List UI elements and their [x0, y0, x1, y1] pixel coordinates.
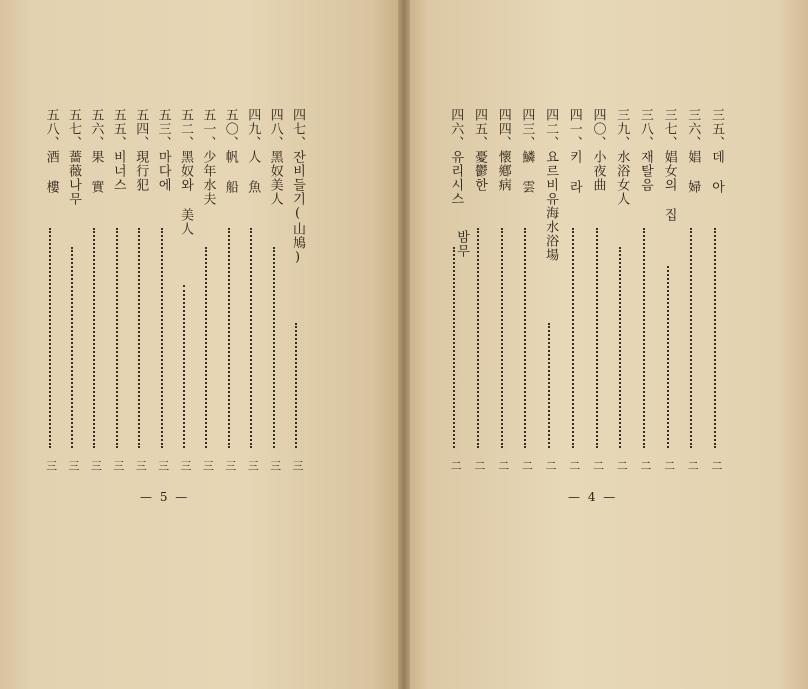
toc-entry-title: 四〇、小夜曲 — [590, 108, 606, 192]
toc-entry-title: 五三、마다에 — [155, 108, 171, 192]
toc-entry-title: 三六、娼 婦 — [685, 108, 701, 194]
toc-entry — [109, 108, 127, 478]
toc-entry-page: 二 — [473, 460, 486, 471]
toc-entry-subtitle: 밤무 — [454, 230, 469, 258]
toc-leader-dots — [273, 247, 275, 448]
toc-entry-page: 三 — [156, 460, 170, 471]
toc-leader-dots — [667, 266, 669, 448]
toc-entry-page: 二 — [567, 460, 581, 471]
toc-leader-dots — [183, 285, 185, 448]
toc-leader-dots — [690, 228, 692, 448]
toc-entry-page: 二 — [449, 460, 463, 471]
toc-entry-title: 四五、憂鬱한 — [472, 108, 487, 192]
book-gutter — [398, 0, 410, 689]
toc-entry — [176, 108, 194, 478]
toc-entry-title: 三九、水浴女人 — [614, 108, 630, 206]
toc-entry — [565, 108, 583, 478]
toc-entry — [541, 108, 559, 478]
toc-entry-page: 二 — [496, 460, 510, 471]
toc-entry — [266, 108, 284, 478]
toc-entry — [636, 108, 654, 478]
toc-entry-page: 二 — [544, 460, 558, 471]
right-page-number: — 4 — — [568, 490, 618, 504]
toc-entry-page: 二 — [686, 460, 700, 471]
toc-entry-page: 三 — [134, 460, 148, 471]
toc-entry-title: 五〇、帆 船 — [222, 108, 238, 194]
toc-leader-dots — [572, 228, 574, 448]
toc-entry-page: 二 — [591, 460, 605, 471]
toc-entry — [288, 108, 306, 478]
toc-entry-title: 三五、데 아 — [709, 108, 724, 194]
toc-entry-title: 四四、懷鄕病 — [495, 108, 511, 192]
toc-entry-page: 三 — [291, 460, 304, 471]
toc-leader-dots — [250, 228, 252, 448]
toc-leader-dots — [49, 228, 51, 448]
toc-leader-dots — [643, 228, 645, 448]
toc-entry-page: 三 — [67, 460, 80, 471]
toc-entry-page: 二 — [710, 460, 723, 471]
toc-entry-title: 三八、재탈음 — [637, 108, 653, 192]
toc-entry — [517, 108, 535, 478]
toc-leader-dots — [548, 323, 550, 448]
toc-leader-dots — [161, 228, 163, 448]
toc-entry-title: 五二、黑奴와 美人 — [178, 108, 193, 236]
toc-entry-page: 三 — [89, 460, 103, 471]
toc-entry-page: 三 — [111, 460, 125, 471]
toc-entry-title: 五六、果 實 — [88, 108, 104, 194]
left-page-number: — 5 — — [140, 490, 190, 504]
toc-entry-title: 四三、鱗 雲 — [519, 108, 535, 194]
toc-entry — [446, 108, 464, 478]
toc-entry-page: 二 — [662, 460, 676, 471]
toc-leader-dots — [524, 228, 526, 448]
toc-leader-dots — [138, 228, 140, 448]
toc-entry — [86, 108, 104, 478]
toc-entry-page: 三 — [179, 460, 192, 471]
toc-leader-dots — [116, 228, 118, 448]
toc-entry-page: 三 — [223, 460, 237, 471]
toc-entry-title: 四七、잔비들기(山鳩) — [290, 108, 305, 266]
toc-entry-page: 三 — [201, 460, 215, 471]
toc-entry-title: 五八、酒 樓 — [43, 108, 59, 194]
toc-entry-title: 四六、유리시스 — [448, 108, 464, 206]
toc-entry-title: 三七、娼女의 집 — [661, 108, 677, 222]
toc-entry — [243, 108, 261, 478]
toc-leader-dots — [93, 228, 95, 448]
toc-entry-page: 二 — [520, 460, 534, 471]
toc-entry — [42, 108, 60, 478]
toc-entry-page: 三 — [246, 460, 260, 471]
toc-entry-title: 五五、비너스 — [110, 108, 126, 192]
right-page — [404, 0, 808, 689]
toc-entry — [683, 108, 701, 478]
toc-entry-title: 五一、少年水夫 — [200, 108, 216, 206]
toc-leader-dots — [596, 228, 598, 448]
toc-entry — [221, 108, 239, 478]
toc-entry-page: 三 — [44, 460, 58, 471]
toc-leader-dots — [714, 228, 716, 448]
toc-entry — [660, 108, 678, 478]
toc-entry-title: 四一、키 라 — [566, 108, 582, 194]
toc-entry — [64, 108, 82, 478]
toc-entry-page: 三 — [268, 460, 282, 471]
toc-leader-dots — [619, 247, 621, 448]
toc-entry — [494, 108, 512, 478]
toc-leader-dots — [295, 323, 297, 448]
toc-entry — [589, 108, 607, 478]
toc-leader-dots — [477, 228, 479, 448]
toc-leader-dots — [501, 228, 503, 448]
toc-entry — [131, 108, 149, 478]
toc-entry — [707, 108, 725, 478]
toc-entry-page: 二 — [638, 460, 652, 471]
toc-leader-dots — [453, 247, 455, 448]
toc-entry-title: 五四、現行犯 — [133, 108, 149, 192]
toc-entry-title: 四二、요르비유海水浴場 — [543, 108, 559, 262]
toc-entry — [198, 108, 216, 478]
toc-entry-title: 五七、薔薇나무 — [66, 108, 81, 206]
toc-leader-dots — [228, 228, 230, 448]
toc-entry-title: 四八、黑奴美人 — [267, 108, 283, 206]
toc-leader-dots — [205, 247, 207, 448]
toc-entry-title: 四九、人 魚 — [245, 108, 261, 194]
toc-leader-dots — [71, 247, 73, 448]
toc-entry-page: 二 — [615, 460, 629, 471]
toc-entry — [612, 108, 630, 478]
toc-entry — [154, 108, 172, 478]
